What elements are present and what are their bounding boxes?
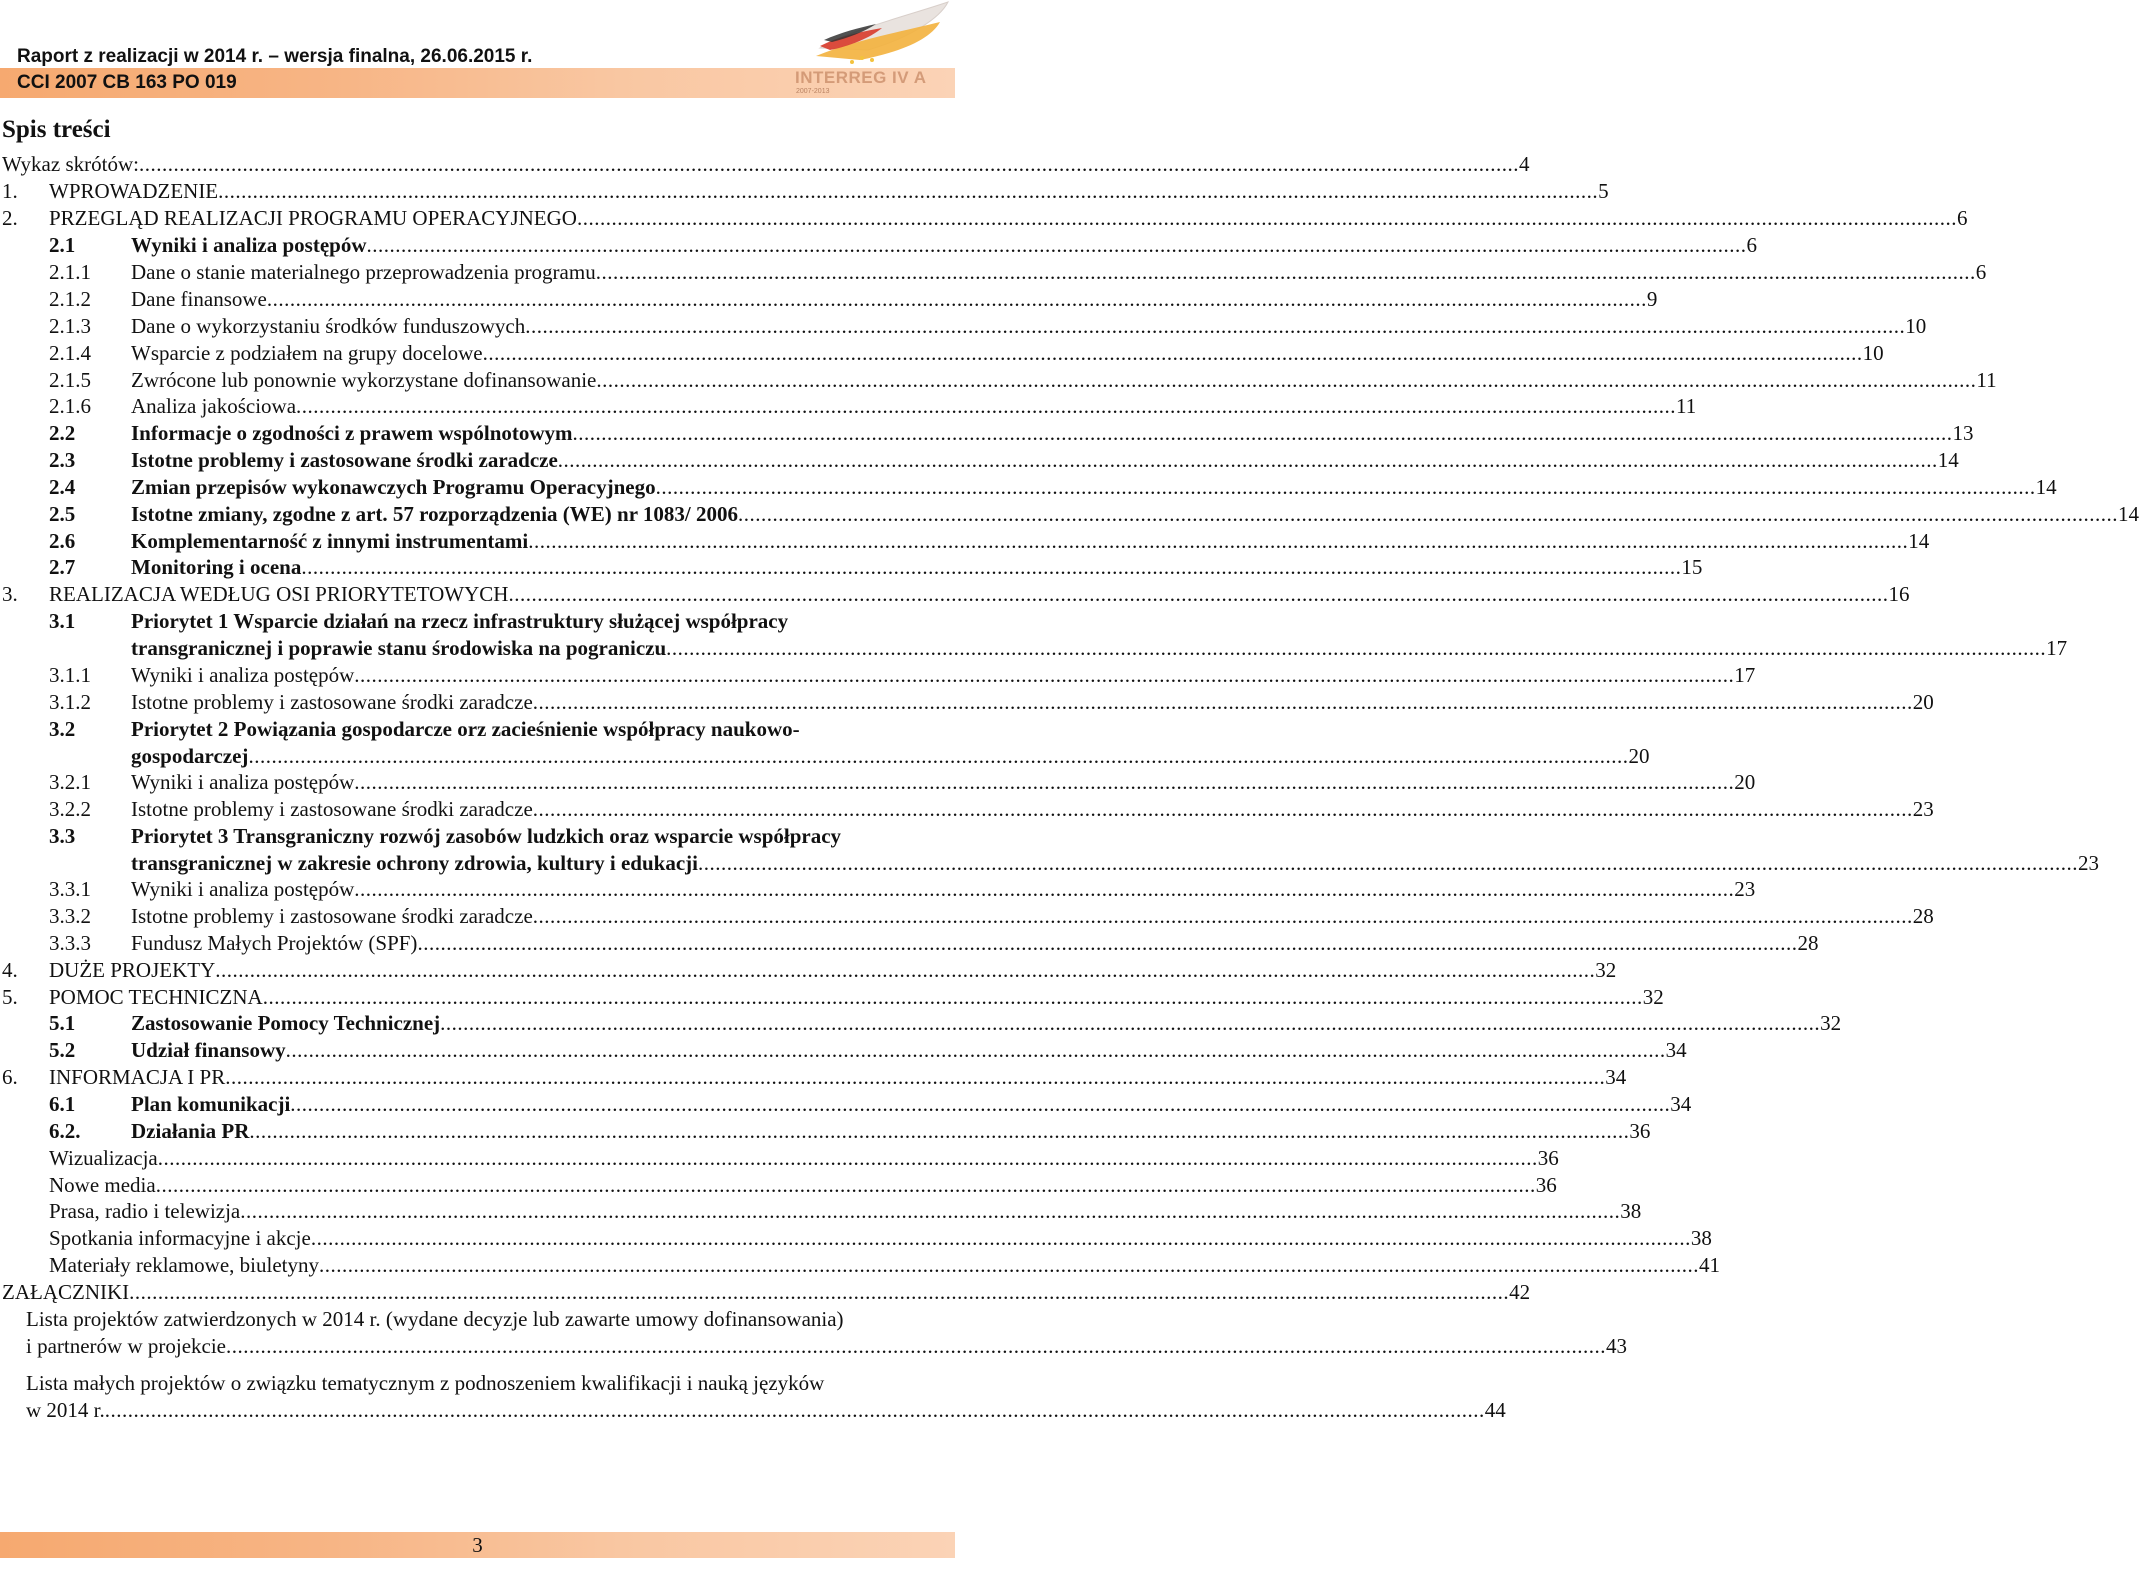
- toc-entry[interactable]: [2, 984, 1664, 1011]
- toc-entry-page: 41: [1699, 1253, 1720, 1277]
- toc-entry-page: 34: [1605, 1065, 1627, 1089]
- toc-entry-title: i partnerów w projekcie: [26, 1333, 227, 1358]
- toc-entry-number: 2.4: [49, 475, 76, 499]
- report-title: Raport z realizacji w 2014 r. – wersja finalna, 26.06.2015 r.: [17, 46, 533, 67]
- toc-leader-dots: [290, 1091, 1670, 1118]
- toc-entry-title: Wizualizacja: [49, 1146, 158, 1170]
- toc-entry-title: Materiały reklamowe, biuletyny: [49, 1253, 319, 1277]
- toc-entry-title: Spotkania informacyjne i akcje: [49, 1226, 311, 1250]
- toc-entry-title: Wykaz skrótów:: [2, 152, 139, 176]
- toc-entry-title: Istotne zmiany, zgodne z art. 57 rozporządzenia (WE) nr 1083/ 2006: [131, 502, 739, 526]
- toc-entry-page: 20: [1912, 690, 1934, 714]
- toc-leader-dots: [417, 930, 1797, 957]
- toc-entry-title: Wsparcie z podziałem na grupy docelowe: [131, 341, 483, 365]
- toc-entry[interactable]: [26, 1370, 1506, 1424]
- toc-entry[interactable]: [49, 903, 1934, 930]
- toc-leader-dots: [558, 447, 1938, 474]
- toc-entry-title-line1: 3.2 Priorytet 2 Powiązania gospodarcze orz zacieśnienie współpracy naukowo-: [49, 717, 800, 741]
- toc-entry[interactable]: [49, 393, 1697, 420]
- toc-entry[interactable]: [49, 1252, 1720, 1279]
- toc-entry[interactable]: [2, 205, 1968, 232]
- toc-entry-number: 5.: [2, 985, 18, 1009]
- toc-entry-page: 6: [1746, 233, 1758, 257]
- toc-entry-title: transgranicznej i poprawie stanu środowiska na pograniczu: [131, 635, 667, 660]
- toc-entry-number: 3.3.3: [49, 931, 91, 955]
- toc-entry[interactable]: [49, 662, 1756, 689]
- toc-entry[interactable]: [49, 876, 1756, 903]
- toc-entry-page: 14: [2118, 502, 2139, 526]
- toc-entry-page: 17: [2046, 635, 2068, 660]
- toc-leader-dots: [483, 340, 1863, 367]
- toc-entry-number: 2.1.4: [49, 341, 91, 365]
- toc-entry-title: gospodarczej: [131, 743, 249, 768]
- toc-leader-dots: [354, 769, 1734, 796]
- toc-entry[interactable]: [49, 420, 1974, 447]
- logo-subtext: 2007-2013: [796, 88, 830, 95]
- toc-entry-number: 2.6: [49, 529, 76, 553]
- toc-leader-dots: [248, 743, 1628, 770]
- toc-entry-title: Informacje o zgodności z prawem wspólnotowym: [131, 421, 573, 445]
- toc-entry-number: 6.1: [49, 1092, 76, 1116]
- toc-entry-title: Dane o stanie materialnego przeprowadzenia programu: [131, 260, 596, 284]
- toc-entry-title: Dane finansowe: [131, 287, 267, 311]
- toc-entry-number: 2.1: [49, 233, 76, 257]
- toc-entry-title: Fundusz Małych Projektów (SPF): [131, 931, 418, 955]
- toc-entry-title: Wyniki i analiza postępów: [131, 770, 355, 794]
- toc-entry-title-line1: 3.3 Priorytet 3 Transgraniczny rozwój zasobów ludzkich oraz wsparcie współpracy: [49, 824, 842, 848]
- toc-entry-number: 3.3.1: [49, 877, 91, 901]
- toc-entry-page: 28: [1912, 904, 1934, 928]
- toc-entry-page: 43: [1606, 1333, 1628, 1358]
- toc-leader-dots: [139, 151, 1519, 178]
- toc-entry-page: 13: [1952, 421, 1974, 445]
- toc-entry-number: 3.: [2, 582, 18, 606]
- toc-entry-title: Monitoring i ocena: [131, 555, 302, 579]
- toc-entry-page: 6: [1975, 260, 1987, 284]
- toc-leader-dots: [267, 286, 1647, 313]
- toc-leader-dots: [440, 1010, 1820, 1037]
- toc-entry-page: 4: [1518, 152, 1530, 176]
- toc-entry-title-line1: Lista projektów zatwierdzonych w 2014 r. (wydane decyzje lub zawarte umowy dofinansowania): [26, 1307, 844, 1331]
- toc-entry[interactable]: [2, 581, 1910, 608]
- toc-entry[interactable]: [49, 340, 1884, 367]
- toc-entry-page: 17: [1734, 663, 1756, 687]
- toc-entry[interactable]: [49, 501, 2139, 528]
- toc-leader-dots: [533, 796, 1913, 823]
- toc-entry-number: 3.2.2: [49, 797, 91, 821]
- toc-entry-number: 2.1.1: [49, 260, 91, 284]
- toc-entry-title: ZAŁĄCZNIKI: [2, 1280, 130, 1304]
- toc-entry-page: 6: [1956, 206, 1968, 230]
- toc-leader-dots: [525, 313, 1905, 340]
- toc-entry[interactable]: [49, 1145, 1559, 1172]
- page-header: [0, 0, 960, 100]
- toc-leader-dots: [319, 1252, 1699, 1279]
- toc-entry-title: Prasa, radio i telewizja: [49, 1199, 241, 1223]
- toc-entry-title: POMOC TECHNICZNA: [49, 985, 263, 1009]
- toc-entry-page: 38: [1620, 1199, 1642, 1223]
- toc-entry-number: 3.3.2: [49, 904, 91, 928]
- toc-entry-page: 15: [1681, 555, 1703, 579]
- toc-entry-title: PRZEGLĄD REALIZACJI PROGRAMU OPERACYJNEGO: [49, 206, 577, 230]
- toc-entry-title: Wyniki i analiza postępów: [131, 877, 355, 901]
- toc-entry[interactable]: [49, 1198, 1642, 1225]
- page-number: 3: [472, 1533, 483, 1557]
- toc-entry[interactable]: [49, 286, 1658, 313]
- toc-entry-page: 44: [1484, 1397, 1506, 1422]
- toc-entry[interactable]: [49, 313, 1927, 340]
- toc-leader-dots: [311, 1225, 1691, 1252]
- toc-entry[interactable]: [49, 608, 2068, 662]
- toc-entry[interactable]: [49, 716, 1650, 770]
- toc-entry-page: 11: [1976, 368, 1997, 392]
- toc-entry[interactable]: [49, 769, 1756, 796]
- toc-entry[interactable]: [49, 528, 1930, 555]
- toc-entry[interactable]: [49, 367, 1997, 394]
- toc-leader-dots: [656, 474, 2036, 501]
- toc-entry[interactable]: [49, 259, 1987, 286]
- toc-entry-title: Istotne problemy i zastosowane środki zaradcze: [131, 797, 533, 821]
- toc-entry-number: 2.3: [49, 448, 76, 472]
- toc-entry-number: 5.1: [49, 1011, 76, 1035]
- toc-leader-dots: [263, 984, 1643, 1011]
- toc-entry[interactable]: [2, 957, 1617, 984]
- toc-entry[interactable]: [2, 151, 1530, 178]
- toc-entry-page: 14: [1908, 529, 1930, 553]
- toc-entry-title: Istotne problemy i zastosowane środki zaradcze: [131, 690, 533, 714]
- toc-entry[interactable]: [2, 1279, 1531, 1306]
- toc-entry-page: 36: [1535, 1173, 1557, 1197]
- toc-entry-title: DUŻE PROJEKTY: [49, 958, 216, 982]
- toc-entry-title: Dane o wykorzystaniu środków funduszowych: [131, 314, 526, 338]
- toc-entry-page: 23: [1912, 797, 1934, 821]
- toc-entry[interactable]: [49, 447, 1959, 474]
- toc-leader-dots: [225, 1064, 1605, 1091]
- toc-entry-page: 9: [1646, 287, 1658, 311]
- toc-entry[interactable]: [49, 474, 2057, 501]
- toc-entry-title-line1: Lista małych projektów o związku tematycznym z podnoszeniem kwalifikacji i nauką języków: [26, 1371, 825, 1395]
- toc-entry-page: 36: [1537, 1146, 1559, 1170]
- toc-entry-page: 14: [2035, 475, 2057, 499]
- toc-leader-dots: [218, 178, 1598, 205]
- toc-entry-title: Działania PR: [131, 1119, 250, 1143]
- toc-entry[interactable]: [49, 1118, 1651, 1145]
- toc-entry-title: Wyniki i analiza postępów: [131, 233, 367, 257]
- toc-leader-dots: [698, 850, 2078, 877]
- toc-leader-dots: [367, 232, 1747, 259]
- toc-leader-dots: [738, 501, 2118, 528]
- toc-entry[interactable]: [49, 796, 1934, 823]
- toc-entry-number: 6.2.: [49, 1119, 81, 1143]
- toc-entry-number: 3.1.2: [49, 690, 91, 714]
- cci-code: CCI 2007 CB 163 PO 019: [17, 72, 237, 93]
- toc-title: Spis treści: [2, 116, 111, 143]
- toc-leader-dots: [156, 1172, 1536, 1199]
- toc-entry-title: Istotne problemy i zastosowane środki zaradcze: [131, 448, 558, 472]
- toc-entry-title: w 2014 r.: [26, 1397, 105, 1422]
- toc-entry-number: 3.3: [49, 824, 76, 848]
- toc-entry-page: 28: [1797, 931, 1819, 955]
- toc-leader-dots: [533, 903, 1913, 930]
- toc-entry-page: 11: [1676, 394, 1697, 418]
- toc-leader-dots: [301, 554, 1681, 581]
- toc-entry-page: 23: [1734, 877, 1756, 901]
- toc-entry-number: 2.1.6: [49, 394, 91, 418]
- toc-entry-title: Zastosowanie Pomocy Technicznej: [131, 1011, 441, 1035]
- toc-leader-dots: [528, 528, 1908, 555]
- toc-entry-title: transgranicznej w zakresie ochrony zdrowia, kultury i edukacji: [131, 850, 698, 875]
- toc-leader-dots: [533, 689, 1913, 716]
- toc-leader-dots: [158, 1145, 1538, 1172]
- toc-entry-page: 42: [1509, 1280, 1531, 1304]
- toc-entry-title-line1: 3.1 Priorytet 1 Wsparcie działań na rzecz infrastruktury służącej współpracy: [49, 609, 789, 633]
- toc-entry[interactable]: [49, 1225, 1712, 1252]
- toc-entry-number: 2.: [2, 206, 18, 230]
- toc-entry[interactable]: [49, 554, 1703, 581]
- toc-leader-dots: [577, 205, 1957, 232]
- toc-entry[interactable]: [49, 930, 1819, 957]
- toc-leader-dots: [129, 1279, 1509, 1306]
- toc-leader-dots: [226, 1333, 1606, 1360]
- toc-entry-number: 2.1.2: [49, 287, 91, 311]
- toc-entry-page: 38: [1690, 1226, 1712, 1250]
- toc-entry-page: 5: [1598, 179, 1609, 203]
- toc-entry-title: Analiza jakościowa: [131, 394, 297, 418]
- toc-entry-page: 14: [1937, 448, 1959, 472]
- toc-entry-title: Udział finansowy: [131, 1038, 286, 1062]
- toc-leader-dots: [354, 662, 1734, 689]
- toc-entry[interactable]: [49, 689, 1934, 716]
- toc-entry-page: 36: [1629, 1119, 1651, 1143]
- toc-entry-title: REALIZACJA WEDŁUG OSI PRIORYTETOWYCH: [49, 582, 509, 606]
- toc-leader-dots: [296, 393, 1676, 420]
- toc-entry-number: 3.2: [49, 717, 76, 741]
- logo-text: INTERREG IV A: [795, 68, 927, 87]
- toc-entry-number: 2.1.5: [49, 368, 91, 392]
- toc-entry-title: WPROWADZENIE: [49, 179, 219, 203]
- toc-entry[interactable]: [49, 232, 1758, 259]
- toc-entry[interactable]: [2, 178, 1609, 205]
- toc-leader-dots: [354, 876, 1734, 903]
- toc-entry[interactable]: [49, 1172, 1557, 1199]
- toc-leader-dots: [286, 1037, 1666, 1064]
- toc-leader-dots: [508, 581, 1888, 608]
- toc-entry[interactable]: [49, 1037, 1687, 1064]
- toc-entry-title: Wyniki i analiza postępów: [131, 663, 355, 687]
- toc-entry-number: 3.2.1: [49, 770, 91, 794]
- toc-entry[interactable]: [49, 823, 2099, 877]
- toc-entry-page: 34: [1665, 1038, 1687, 1062]
- toc-entry-number: 4.: [2, 958, 18, 982]
- toc-entry-title: Istotne problemy i zastosowane środki zaradcze: [131, 904, 533, 928]
- toc-entry-page: 32: [1595, 958, 1617, 982]
- toc-entry-number: 6.: [2, 1065, 18, 1089]
- toc-entry-number: 2.1.3: [49, 314, 91, 338]
- toc-leader-dots: [573, 420, 1953, 447]
- toc-entry-title: Zwrócone lub ponownie wykorzystane dofinansowanie: [131, 368, 597, 392]
- toc-entry-page: 20: [1628, 743, 1650, 768]
- toc-entry-number: 5.2: [49, 1038, 76, 1062]
- toc-entry-page: 34: [1670, 1092, 1692, 1116]
- toc-entry-page: 32: [1642, 985, 1664, 1009]
- toc-entry-page: 16: [1888, 582, 1910, 606]
- toc-entry-page: 10: [1905, 314, 1927, 338]
- toc-entry[interactable]: [26, 1306, 1628, 1360]
- toc-entry[interactable]: [49, 1091, 1692, 1118]
- toc-entry-page: 23: [2077, 850, 2099, 875]
- toc-entry-number: 3.1: [49, 609, 76, 633]
- toc-entry-title: Nowe media: [49, 1173, 156, 1197]
- toc-entry-number: 1.: [2, 179, 18, 203]
- toc-entry-page: 10: [1862, 341, 1884, 365]
- toc-leader-dots: [105, 1397, 1485, 1424]
- toc-leader-dots: [596, 367, 1976, 394]
- toc-entry-number: 2.5: [49, 502, 76, 526]
- toc-leader-dots: [240, 1198, 1620, 1225]
- toc-entry-number: 2.7: [49, 555, 76, 579]
- toc-leader-dots: [249, 1118, 1629, 1145]
- toc-leader-dots: [215, 957, 1595, 984]
- toc-entry-number: 2.2: [49, 421, 76, 445]
- toc-leader-dots: [596, 259, 1976, 286]
- toc-entry-title: Plan komunikacji: [131, 1092, 291, 1116]
- toc-entry[interactable]: [49, 1010, 1842, 1037]
- toc-entry-title: Zmian przepisów wykonawczych Programu Operacyjnego: [131, 475, 656, 499]
- toc-entry-title: Komplementarność z innymi instrumentami: [131, 529, 529, 553]
- toc-leader-dots: [666, 635, 2046, 662]
- toc-entry[interactable]: [2, 1064, 1627, 1091]
- toc-entry-page: 20: [1734, 770, 1756, 794]
- toc-entry-title: INFORMACJA I PR: [49, 1065, 226, 1089]
- toc-entry-page: 32: [1820, 1011, 1842, 1035]
- toc-entry-number: 3.1.1: [49, 663, 91, 687]
